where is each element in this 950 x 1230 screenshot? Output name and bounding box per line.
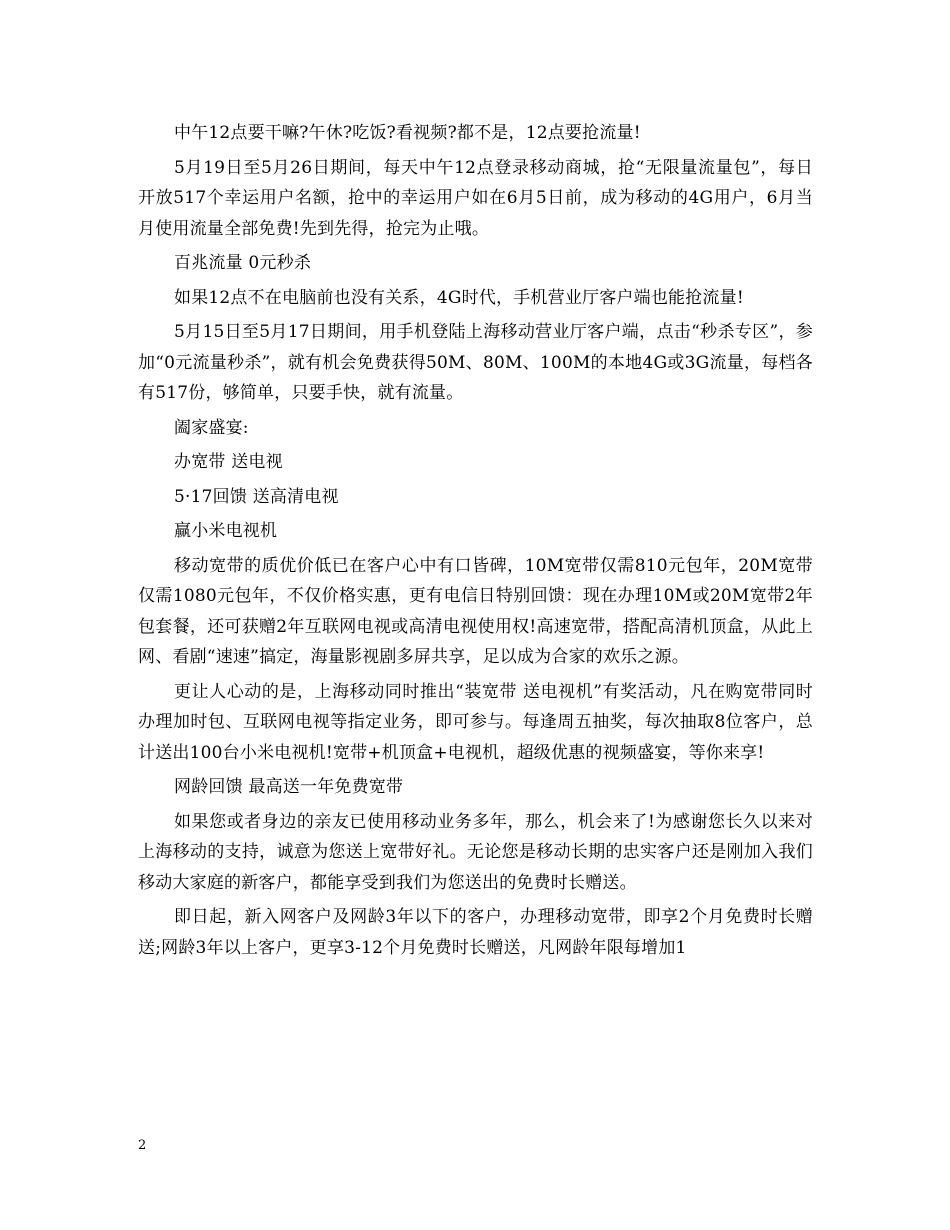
paragraph: 中午12点要干嘛?午休?吃饭?看视频?都不是，12点要抢流量! [174, 123, 641, 143]
section-heading: 网龄回馈 最高送一年免费宽带 [174, 777, 404, 797]
paragraph: 更让人心动的是，上海移动同时推出“装宽带 送电视机”有奖活动，凡在购宽带同时办理加时包、互联网电视等指定业务，即可参与。每逢周五抽奖，每次抽取8位客户，总计送出100台小米电视机!宽带+机顶盒+电视机，超级优惠的视频盛宴，等你来享! [138, 681, 813, 763]
paragraph: 如果12点不在电脑前也没有关系，4G时代，手机营业厅客户端也能抢流量! [174, 287, 744, 308]
section-heading: 赢小米电视机 [174, 521, 278, 541]
document-body [138, 118, 813, 967]
paragraph: 5月19日至5月26日期间，每天中午12点登录移动商城，抢“无限量流量包”，每日开放517个幸运用户名额，抢中的幸运用户如在6月5日前，成为移动的4G用户，6月当月使用流量全部免费!先到先得，抢完为止哦。 [138, 157, 813, 239]
section-heading: 办宽带 送电视 [174, 452, 283, 472]
paragraph: 即日起，新入网客户及网龄3年以下的客户，办理移动宽带，即享2个月免费时长赠送;网龄3年以上客户，更享3-12个月免费时长赠送，凡网龄年限每增加1 [138, 907, 813, 958]
section-heading: 百兆流量 0元秒杀 [174, 253, 312, 273]
paragraph: 移动宽带的质优价低已在客户心中有口皆碑，10M宽带仅需810元包年，20M宽带仅需1080元包年，不仅价格实惠，更有电信日特别回馈：现在办理10M或20M宽带2年包套餐，还可获赠2年互联网电视或高清电视使用权!高速宽带，搭配高清机顶盒，从此上网、看剧“速速”搞定，海量影视剧多屏共享，足以成为合家的欢乐之源。 [138, 555, 813, 667]
paragraph: 如果您或者身边的亲友已使用移动业务多年，那么，机会来了!为感谢您长久以来对上海移动的支持，诚意为您送上宽带好礼。无论您是移动长期的忠实客户还是刚加入我们移动大家庭的新客户，都能享受到我们为您送出的免费时长赠送。 [138, 811, 813, 893]
section-heading: 5·17回馈 送高清电视 [174, 486, 339, 507]
page-number: 2 [138, 1138, 147, 1153]
paragraph: 5月15日至5月17日期间，用手机登陆上海移动营业厅客户端，点击“秒杀专区”，参加“0元流量秒杀”，就有机会免费获得50M、80M、100M的本地4G或3G流量，每档各有517份，够简单，只要手快，就有流量。 [138, 322, 813, 403]
section-heading: 阖家盛宴: [174, 417, 249, 438]
